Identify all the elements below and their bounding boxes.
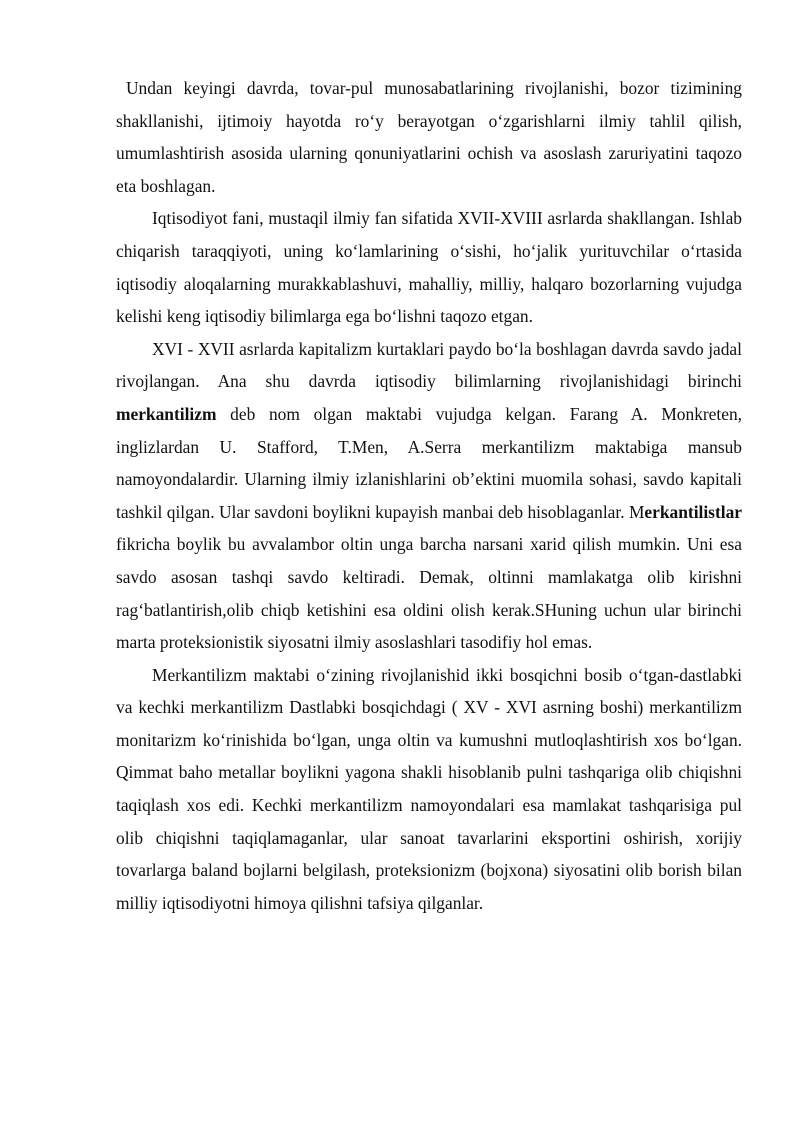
paragraph-3-text-b: deb nom olgan maktabi vujudga kelgan. Farang A. Monkreten, inglizlardan U. Stafford, T.Men, A.Serra merkantilizm maktabiga mansub namoyondalardir. Ularning ilmiy izlanishlarini ob’ektini muomila sohasi, savdo kapitali tashkil qilgan. Ular savdoni boylikni kupayish manbai deb hisoblaganlar. M bbox=[116, 403, 742, 522]
paragraph-3-text-c: fikricha boylik bu avvalambor oltin unga barcha narsani xarid qilish mumkin. Uni esa savdo asosan tashqi savdo keltiradi. Demak, oltinni mamlakatga olib kirishni rag‘batlantirish,olib chiqb ketishini esa oldini olish kerak.SHuning uchun ular birinchi marta proteksionistik siyosatni ilmiy asoslashlari tasodifiy hol emas. bbox=[116, 534, 742, 653]
paragraph-4: Merkantilizm maktabi o‘zining rivojlanishid ikki bosqichni bosib o‘tgan-dastlabki va kechki merkantilizm Dastlabki bosqichdagi ( XV - XVI asrning boshi) merkantilizm monitarizm ko‘rinishida bo‘lgan, unga oltin va kumushni mutloqlashtirish xos bo‘lgan. Qimmat baho metallar boylikni yagona shakli hisoblanib pulni tashqariga olib chiqishni taqiqlash xos edi. Kechki merkantilizm namoyondalari esa mamlakat tashqarisiga pul olib chiqishni taqiqlamaganlar, ular sanoat tavarlarini eksportini oshirish, xorijiy tovarlarga baland bojlarni belgilash, proteksionizm (bojxona) siyosatini olib borish bilan milliy iqtisodiyotni himoya qilishni tafsiya qilganlar. bbox=[116, 664, 742, 913]
paragraph-1: Undan keyingi davrda, tovar-pul munosabatlarining rivojlanishi, bozor tizimining shakllanishi, ijtimoiy hayotda ro‘y berayotgan o‘zgarishlarni ilmiy tahlil qilish, umumlashtirish asosida ularning qonuniyatlarini ochish va asoslash zaruriyatini taqozo eta boshlagan. bbox=[116, 78, 742, 196]
document-body bbox=[116, 72, 742, 919]
paragraph-3 bbox=[116, 333, 742, 659]
paragraph-3-text-a: XVI - XVII asrlarda kapitalizm kurtaklari paydo bo‘la boshlagan davrda savdo jadal rivojlangan. Ana shu davrda iqtisodiy bilimlarning rivojlanishidagi birinchi bbox=[116, 338, 742, 392]
paragraph-2: Iqtisodiyot fani, mustaqil ilmiy fan sifatida XVII-XVIII asrlarda shakllangan. Ishlab chiqarish taraqqiyoti, uning ko‘lamlarining o‘sishi, ho‘jalik yurituvchilar o‘rtasida iqtisodiy aloqalarning murakkablashuvi, mahalliy, milliy, halqaro bozorlarning vujudga kelishi keng iqtisodiy bilimlarga ega bo‘lishni taqozo etgan. bbox=[116, 208, 742, 327]
term-merkantilizm: merkantilizm bbox=[116, 403, 217, 424]
term-merkantilistlar: erkantilistlar bbox=[644, 501, 742, 522]
